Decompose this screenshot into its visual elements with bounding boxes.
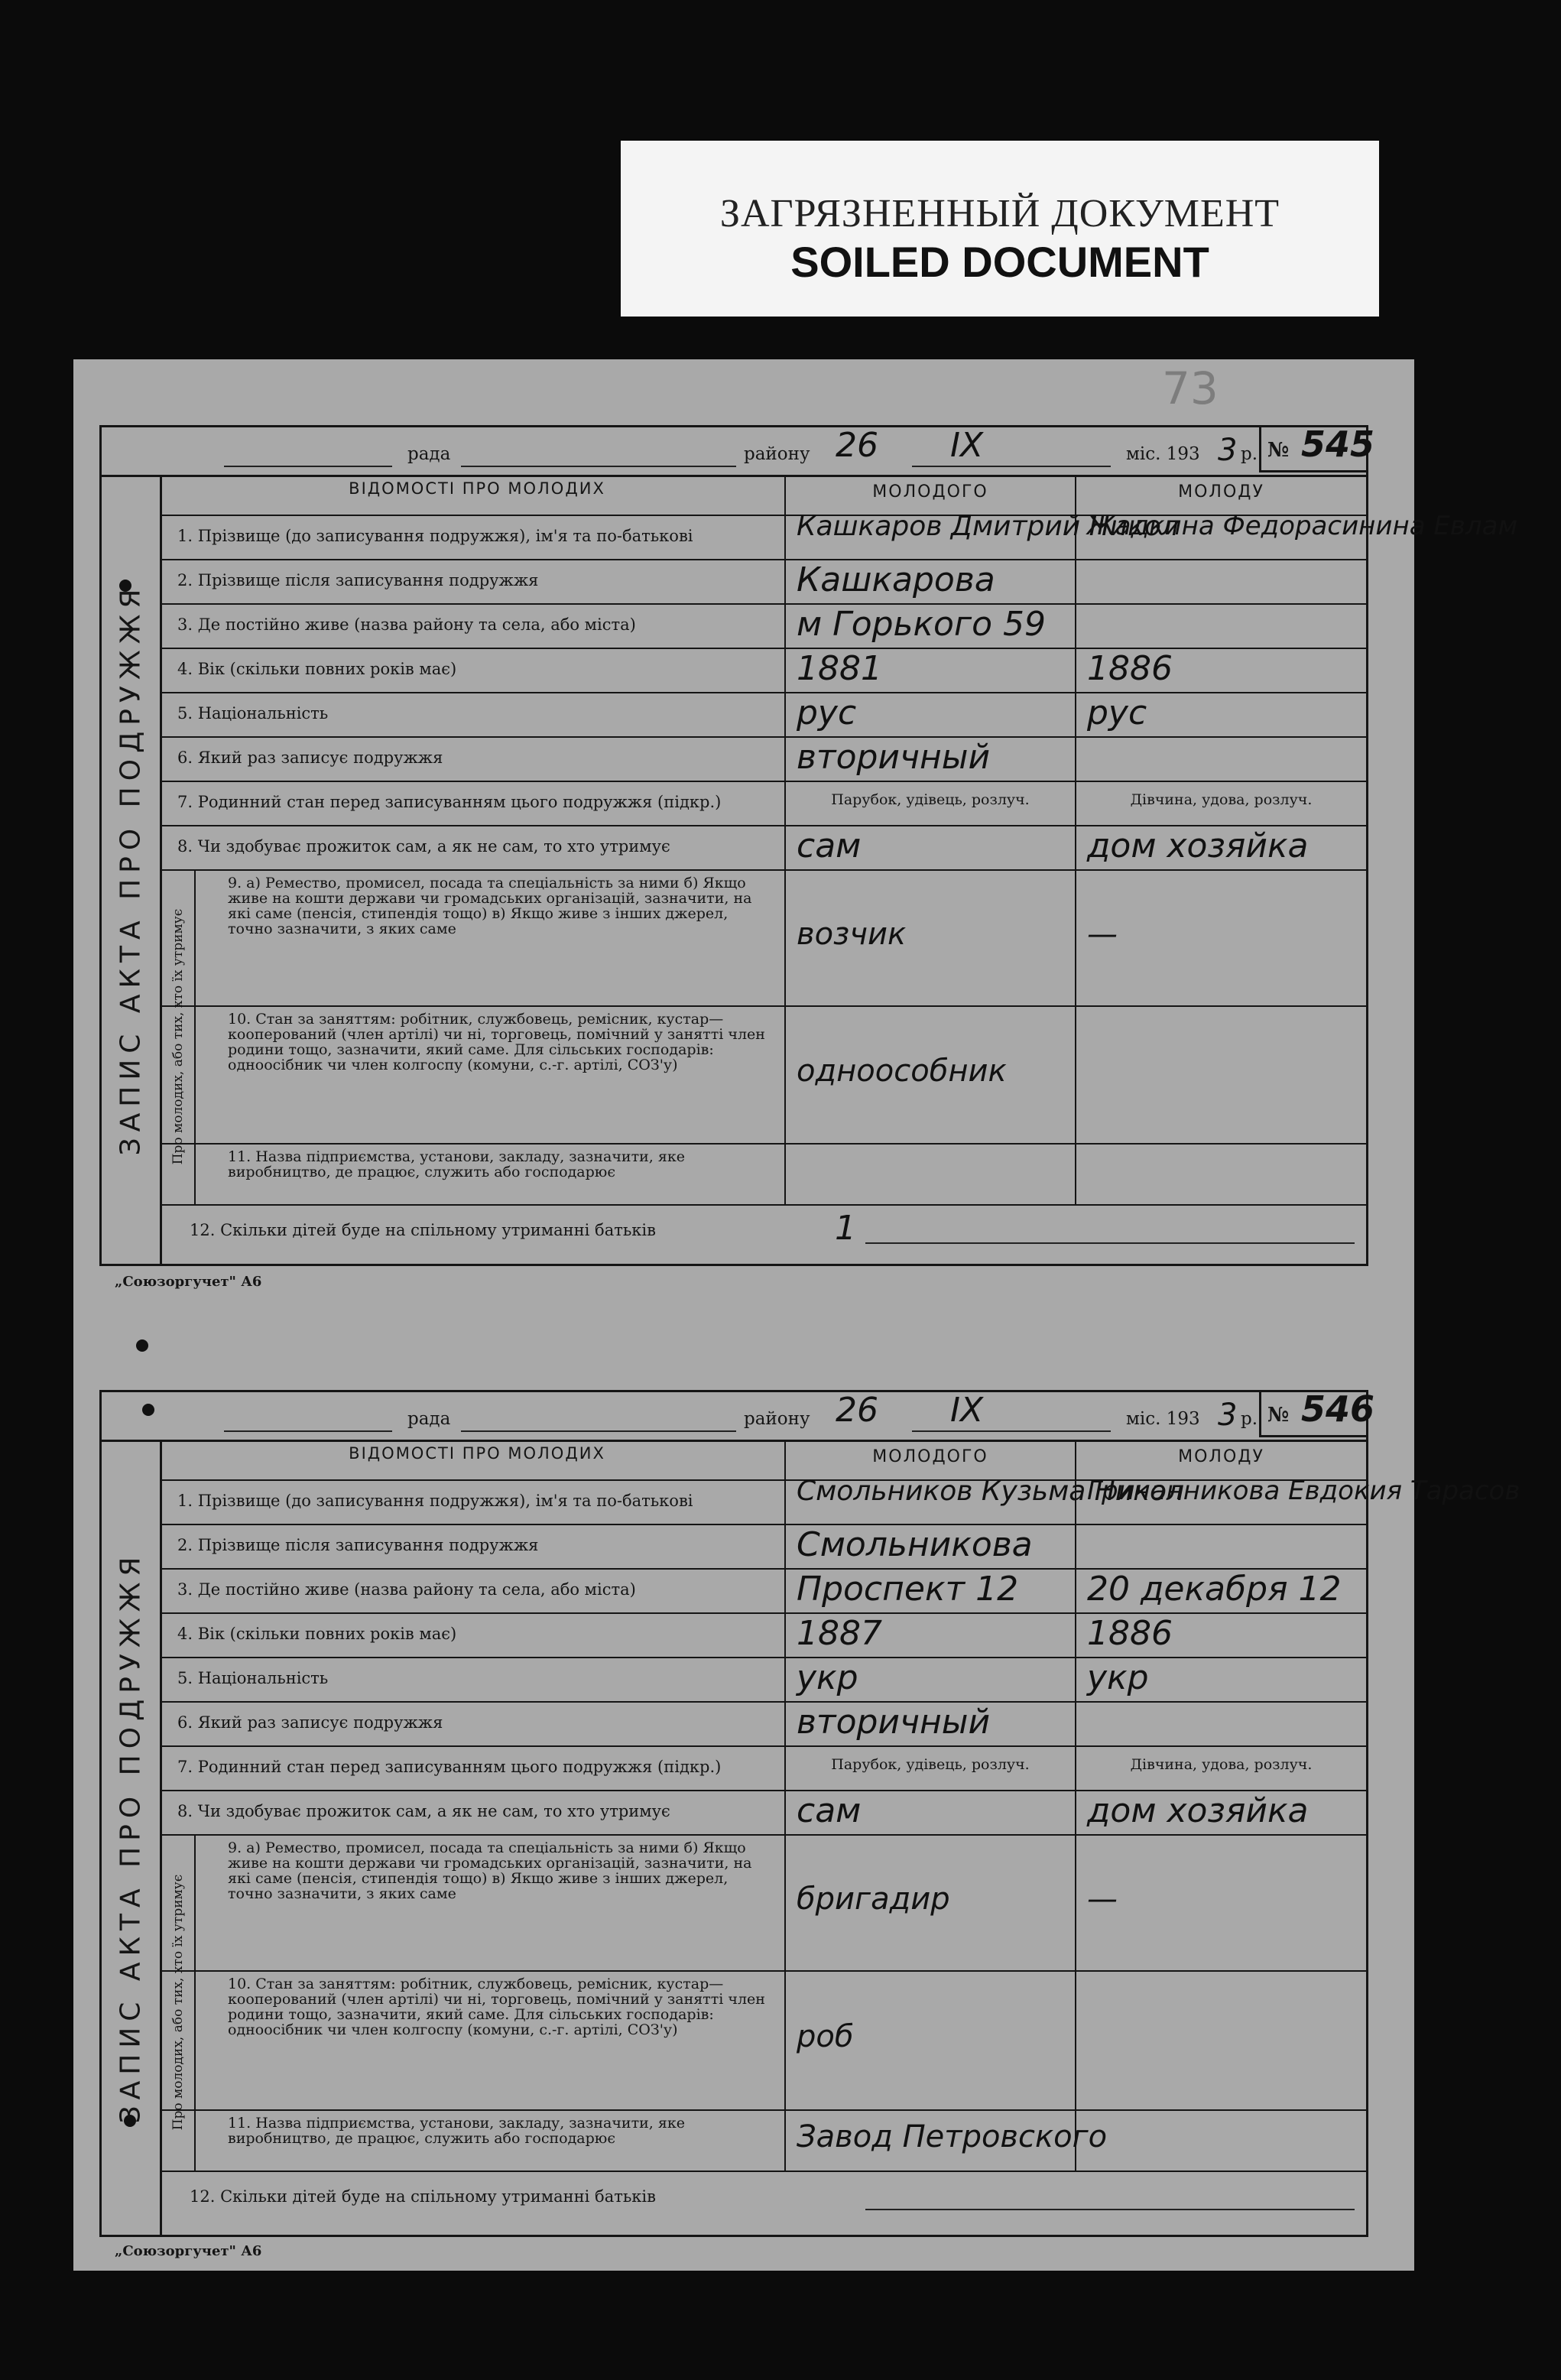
record-row [162, 1657, 1366, 1703]
rada-label: рада [407, 1409, 451, 1429]
groom-value: Проспект 12 [797, 1570, 1019, 1609]
groom-value: роб [797, 2019, 854, 2054]
record-row [162, 1612, 1366, 1658]
side-title-column [102, 1440, 162, 2235]
groom-value: Кашкарова [797, 560, 995, 599]
row-label: 10. Стан за заняттям: робітник, службовець, ремісник, кустар—кооперований (член артілі) чи ні, торговець, помічний у занятті член родини тощо, зазначити, який саме. Для сільських господарів: одноосібник чи член колгоспу (комуни, с.-г. артілі, СОЗ'у) [162, 1005, 786, 1143]
groom-value: одноособник [797, 1054, 1007, 1089]
groom-cell [786, 1790, 1076, 1834]
bride-cell [1076, 2109, 1366, 2171]
groom-value: вторичный [797, 738, 991, 777]
bride-cell [1076, 781, 1366, 825]
record-row [162, 1834, 1366, 1972]
record-day: 26 [836, 1391, 878, 1430]
record-row [162, 1790, 1366, 1836]
record-day: 26 [836, 426, 878, 465]
bride-cell [1076, 1745, 1366, 1790]
row-label: 10. Стан за заняттям: робітник, службовець, ремісник, кустар—кооперований (член артілі) чи ні, торговець, помічний у занятті член родини тощо, зазначити, який саме. Для сільських господарів: одноосібник чи член колгоспу (комуни, с.-г. артілі, СОЗ'у) [162, 1970, 786, 2109]
record-row [162, 603, 1366, 649]
children-label: 12. Скільки дітей буде на спільному утриманні батьків [190, 2187, 656, 2206]
marriage-record-form-2 [99, 1388, 1520, 2237]
record-row [162, 1701, 1366, 1747]
groom-cell [786, 781, 1076, 825]
row-label: 11. Назва підприємства, установи, закладу, зазначити, яке виробництво, де працює, служить або господарює [162, 2109, 786, 2171]
bride-value: 20 декабря 12 [1087, 1570, 1342, 1609]
row-label: 9. а) Ремество, промисел, посада та спеціальність за ними б) Якщо живе на кошти держави чи громадських організацій, зазначити, на які саме (пенсія, стипендія тощо) в) Якщо живе з інших джерел, точно зазначити, з яких саме [162, 1834, 786, 1970]
bride-cell [1076, 1701, 1366, 1745]
record-row [162, 736, 1366, 782]
row-label: 1. Прізвище (до записування подружжя), ім'я та по-батькові [162, 515, 786, 559]
record-month: IX [950, 426, 984, 465]
bride-cell [1076, 1524, 1366, 1568]
bride-value: 1886 [1087, 1614, 1173, 1653]
groom-cell [786, 825, 1076, 869]
record-number-box [1259, 1388, 1375, 1437]
groom-cell [786, 1701, 1076, 1745]
year-suffix: р. [1241, 1409, 1258, 1429]
groom-value: 1887 [797, 1614, 882, 1653]
blank-line [224, 466, 392, 467]
label-english: SOILED DOCUMENT [790, 238, 1209, 286]
blank-line [912, 1430, 1111, 1432]
record-row [162, 648, 1366, 693]
bride-cell [1076, 1790, 1366, 1834]
record-table [162, 1440, 1520, 2226]
children-count: 1 [835, 1209, 856, 1248]
printer-mark: „Союзоргучет" А6 [115, 2243, 262, 2259]
form-header-line [102, 427, 1366, 477]
record-row [162, 2109, 1366, 2172]
bride-cell [1076, 1005, 1366, 1143]
record-row [162, 692, 1366, 738]
record-row [162, 1143, 1366, 1206]
soiled-document-label [621, 141, 1379, 317]
sub-label: Про молодих, або тих, хто їх утримує [170, 908, 186, 1165]
bride-cell [1076, 1970, 1366, 2109]
column-header-row [162, 1440, 1366, 1481]
record-number-box [1259, 424, 1375, 472]
record-row [162, 559, 1366, 605]
groom-value: м Горького 59 [797, 605, 1046, 644]
month-label: міс. 193 [1126, 444, 1200, 464]
bride-value: дом хозяйка [1087, 826, 1309, 865]
children-row [162, 2171, 1366, 2226]
groom-cell [786, 511, 1179, 559]
bride-cell [1076, 1612, 1366, 1657]
rada-label: рада [407, 444, 451, 464]
groom-cell [786, 559, 1076, 603]
bride-cell [1076, 1476, 1520, 1524]
groom-cell [786, 1970, 1076, 2109]
row-label: 4. Вік (скільки повних років має) [162, 1612, 786, 1657]
groom-cell [786, 603, 1076, 648]
bride-cell [1076, 825, 1366, 869]
column-bride-header: МОЛОДУ [1178, 1447, 1264, 1466]
record-row [162, 1970, 1366, 2111]
label-russian: ЗАГРЯЗНЕННЫЙ ДОКУМЕНТ [719, 192, 1280, 235]
groom-cell [786, 2109, 1108, 2171]
groom-cell [786, 1834, 1076, 1970]
row-label: 2. Прізвище після записування подружжя [162, 559, 786, 603]
bride-cell [1076, 1143, 1366, 1204]
groom-value: Завод Петровского [797, 2119, 1108, 2154]
bride-value: 1886 [1087, 649, 1173, 688]
record-row [162, 1568, 1366, 1614]
row-label: 4. Вік (скільки повних років має) [162, 648, 786, 692]
blank-line [912, 466, 1111, 467]
row-label: 8. Чи здобуває прожиток сам, а як не сам, то хто утримує [162, 825, 786, 869]
bride-value: — [1087, 917, 1118, 952]
record-row [162, 1005, 1366, 1145]
bride-value: рус [1087, 693, 1147, 732]
year-suffix: р. [1241, 444, 1258, 464]
column-bride-header: МОЛОДУ [1178, 482, 1264, 502]
month-label: міс. 193 [1126, 1409, 1200, 1429]
groom-value: возчик [797, 917, 907, 952]
groom-cell [786, 1143, 1076, 1204]
column-info-header: ВІДОМОСТІ ПРО МОЛОДИХ [162, 1440, 786, 1479]
side-title: ЗАПИС АКТА ПРО ПОДРУЖЖЯ [115, 583, 147, 1156]
bride-status-options: Дівчина, удова, розлуч. [1130, 1756, 1313, 1773]
form-header-line [102, 1392, 1366, 1442]
groom-value: Смольников Кузьма Никол [797, 1476, 1185, 1507]
bride-cell [1076, 511, 1518, 559]
groom-cell [786, 692, 1076, 736]
row-label: 5. Національність [162, 1657, 786, 1701]
side-title-column [102, 475, 162, 1264]
groom-value: бригадир [797, 1882, 950, 1917]
record-row [162, 1745, 1366, 1791]
record-month: IX [950, 1391, 984, 1430]
row-label: 5. Національність [162, 692, 786, 736]
bride-cell [1076, 1568, 1366, 1612]
children-label: 12. Скільки дітей буде на спільному утриманні батьків [190, 1221, 656, 1239]
number-sign: № [1267, 1404, 1290, 1427]
side-title: ЗАПИС АКТА ПРО ПОДРУЖЖЯ [115, 1550, 147, 2124]
groom-cell [786, 1568, 1076, 1612]
column-groom-header: МОЛОДОГО [786, 475, 1076, 515]
record-table [162, 475, 1518, 1258]
column-groom-header: МОЛОДОГО [786, 1440, 1076, 1479]
pencil-folio-number: 73 [1162, 362, 1219, 414]
row-label: 7. Родинний стан перед записуванням цього подружжя (підкр.) [162, 781, 786, 825]
printer-mark: „Союзоргучет" А6 [115, 1274, 262, 1290]
bride-cell [1076, 559, 1366, 603]
groom-cell [786, 1612, 1076, 1657]
bride-value: — [1087, 1882, 1118, 1917]
record-row [162, 869, 1366, 1007]
row-label: 6. Який раз записує подружжя [162, 736, 786, 781]
blank-line [461, 466, 736, 467]
row-label: 9. а) Ремество, промисел, посада та спеціальність за ними б) Якщо живе на кошти держави чи громадських організацій, зазначити, на які саме (пенсія, стипендія тощо) в) Якщо живе з інших джерел, точно зазначити, з яких саме [162, 869, 786, 1005]
blank-line [224, 1430, 392, 1432]
groom-value: укр [797, 1658, 858, 1697]
children-blank-line [865, 2209, 1355, 2210]
bride-value: укр [1087, 1658, 1149, 1697]
groom-cell [786, 1524, 1076, 1568]
groom-value: 1881 [797, 649, 882, 688]
groom-value: Смольникова [797, 1525, 1033, 1564]
groom-cell [786, 1657, 1076, 1701]
row-label: 8. Чи здобуває прожиток сам, а як не сам, то хто утримує [162, 1790, 786, 1834]
bride-value: Гричанникова Евдокия Тарасов [1087, 1476, 1520, 1506]
record-row [162, 1476, 1520, 1525]
sub-label-column [162, 869, 196, 1204]
groom-value: сам [797, 826, 862, 865]
groom-value: сам [797, 1791, 862, 1830]
record-row [162, 511, 1518, 560]
bride-status-options: Дівчина, удова, розлуч. [1130, 791, 1313, 808]
bride-cell [1076, 603, 1366, 648]
groom-cell [786, 1476, 1185, 1524]
row-label: 11. Назва підприємства, установи, закладу, зазначити, яке виробництво, де працює, служить або господарює [162, 1143, 786, 1204]
column-info-header: ВІДОМОСТІ ПРО МОЛОДИХ [162, 475, 786, 515]
bride-value: дом хозяйка [1087, 1791, 1309, 1830]
row-label: 2. Прізвище після записування подружжя [162, 1524, 786, 1568]
groom-cell [786, 869, 1076, 1005]
bride-cell [1076, 1834, 1366, 1970]
record-row [162, 781, 1366, 826]
row-label: 3. Де постійно живе (назва району та села, або міста) [162, 1568, 786, 1612]
row-label: 1. Прізвище (до записування подружжя), ім'я та по-батькові [162, 1479, 786, 1524]
rayonu-label: району [744, 444, 810, 464]
groom-value: Кашкаров Дмитрий Никол [797, 511, 1179, 542]
row-label: 6. Який раз записує подружжя [162, 1701, 786, 1745]
bride-cell [1076, 736, 1366, 781]
groom-status-options: Парубок, удівець, розлуч. [831, 1756, 1030, 1773]
row-label: 7. Родинний стан перед записуванням цього подружжя (підкр.) [162, 1745, 786, 1790]
groom-cell [786, 1005, 1076, 1143]
blank-line [461, 1430, 736, 1432]
children-blank-line [865, 1242, 1355, 1244]
sub-label-column [162, 1834, 196, 2171]
groom-cell [786, 1745, 1076, 1790]
column-header-row [162, 475, 1366, 516]
number-sign: № [1267, 439, 1290, 462]
rayonu-label: району [744, 1409, 810, 1429]
record-row [162, 1524, 1366, 1570]
children-row [162, 1204, 1366, 1258]
record-row [162, 825, 1366, 871]
groom-cell [786, 736, 1076, 781]
groom-value: рус [797, 693, 857, 732]
sub-label: Про молодих, або тих, хто їх утримує [170, 1874, 186, 2131]
groom-value: вторичный [797, 1703, 991, 1742]
bride-cell [1076, 869, 1366, 1005]
record-year-digit: 3 [1218, 433, 1238, 468]
marriage-record-form-1 [99, 424, 1518, 1266]
bride-cell [1076, 1657, 1366, 1701]
record-year-digit: 3 [1218, 1398, 1238, 1433]
groom-cell [786, 648, 1076, 692]
row-label: 3. Де постійно живе (назва району та села, або міста) [162, 603, 786, 648]
record-number: 546 [1301, 1388, 1375, 1430]
bride-cell [1076, 648, 1366, 692]
record-number: 545 [1301, 424, 1375, 465]
bride-cell [1076, 692, 1366, 736]
bride-value: Жадкина Федорасинина Евлам [1087, 511, 1518, 541]
groom-status-options: Парубок, удівець, розлуч. [831, 791, 1030, 808]
punch-hole [136, 1339, 148, 1352]
